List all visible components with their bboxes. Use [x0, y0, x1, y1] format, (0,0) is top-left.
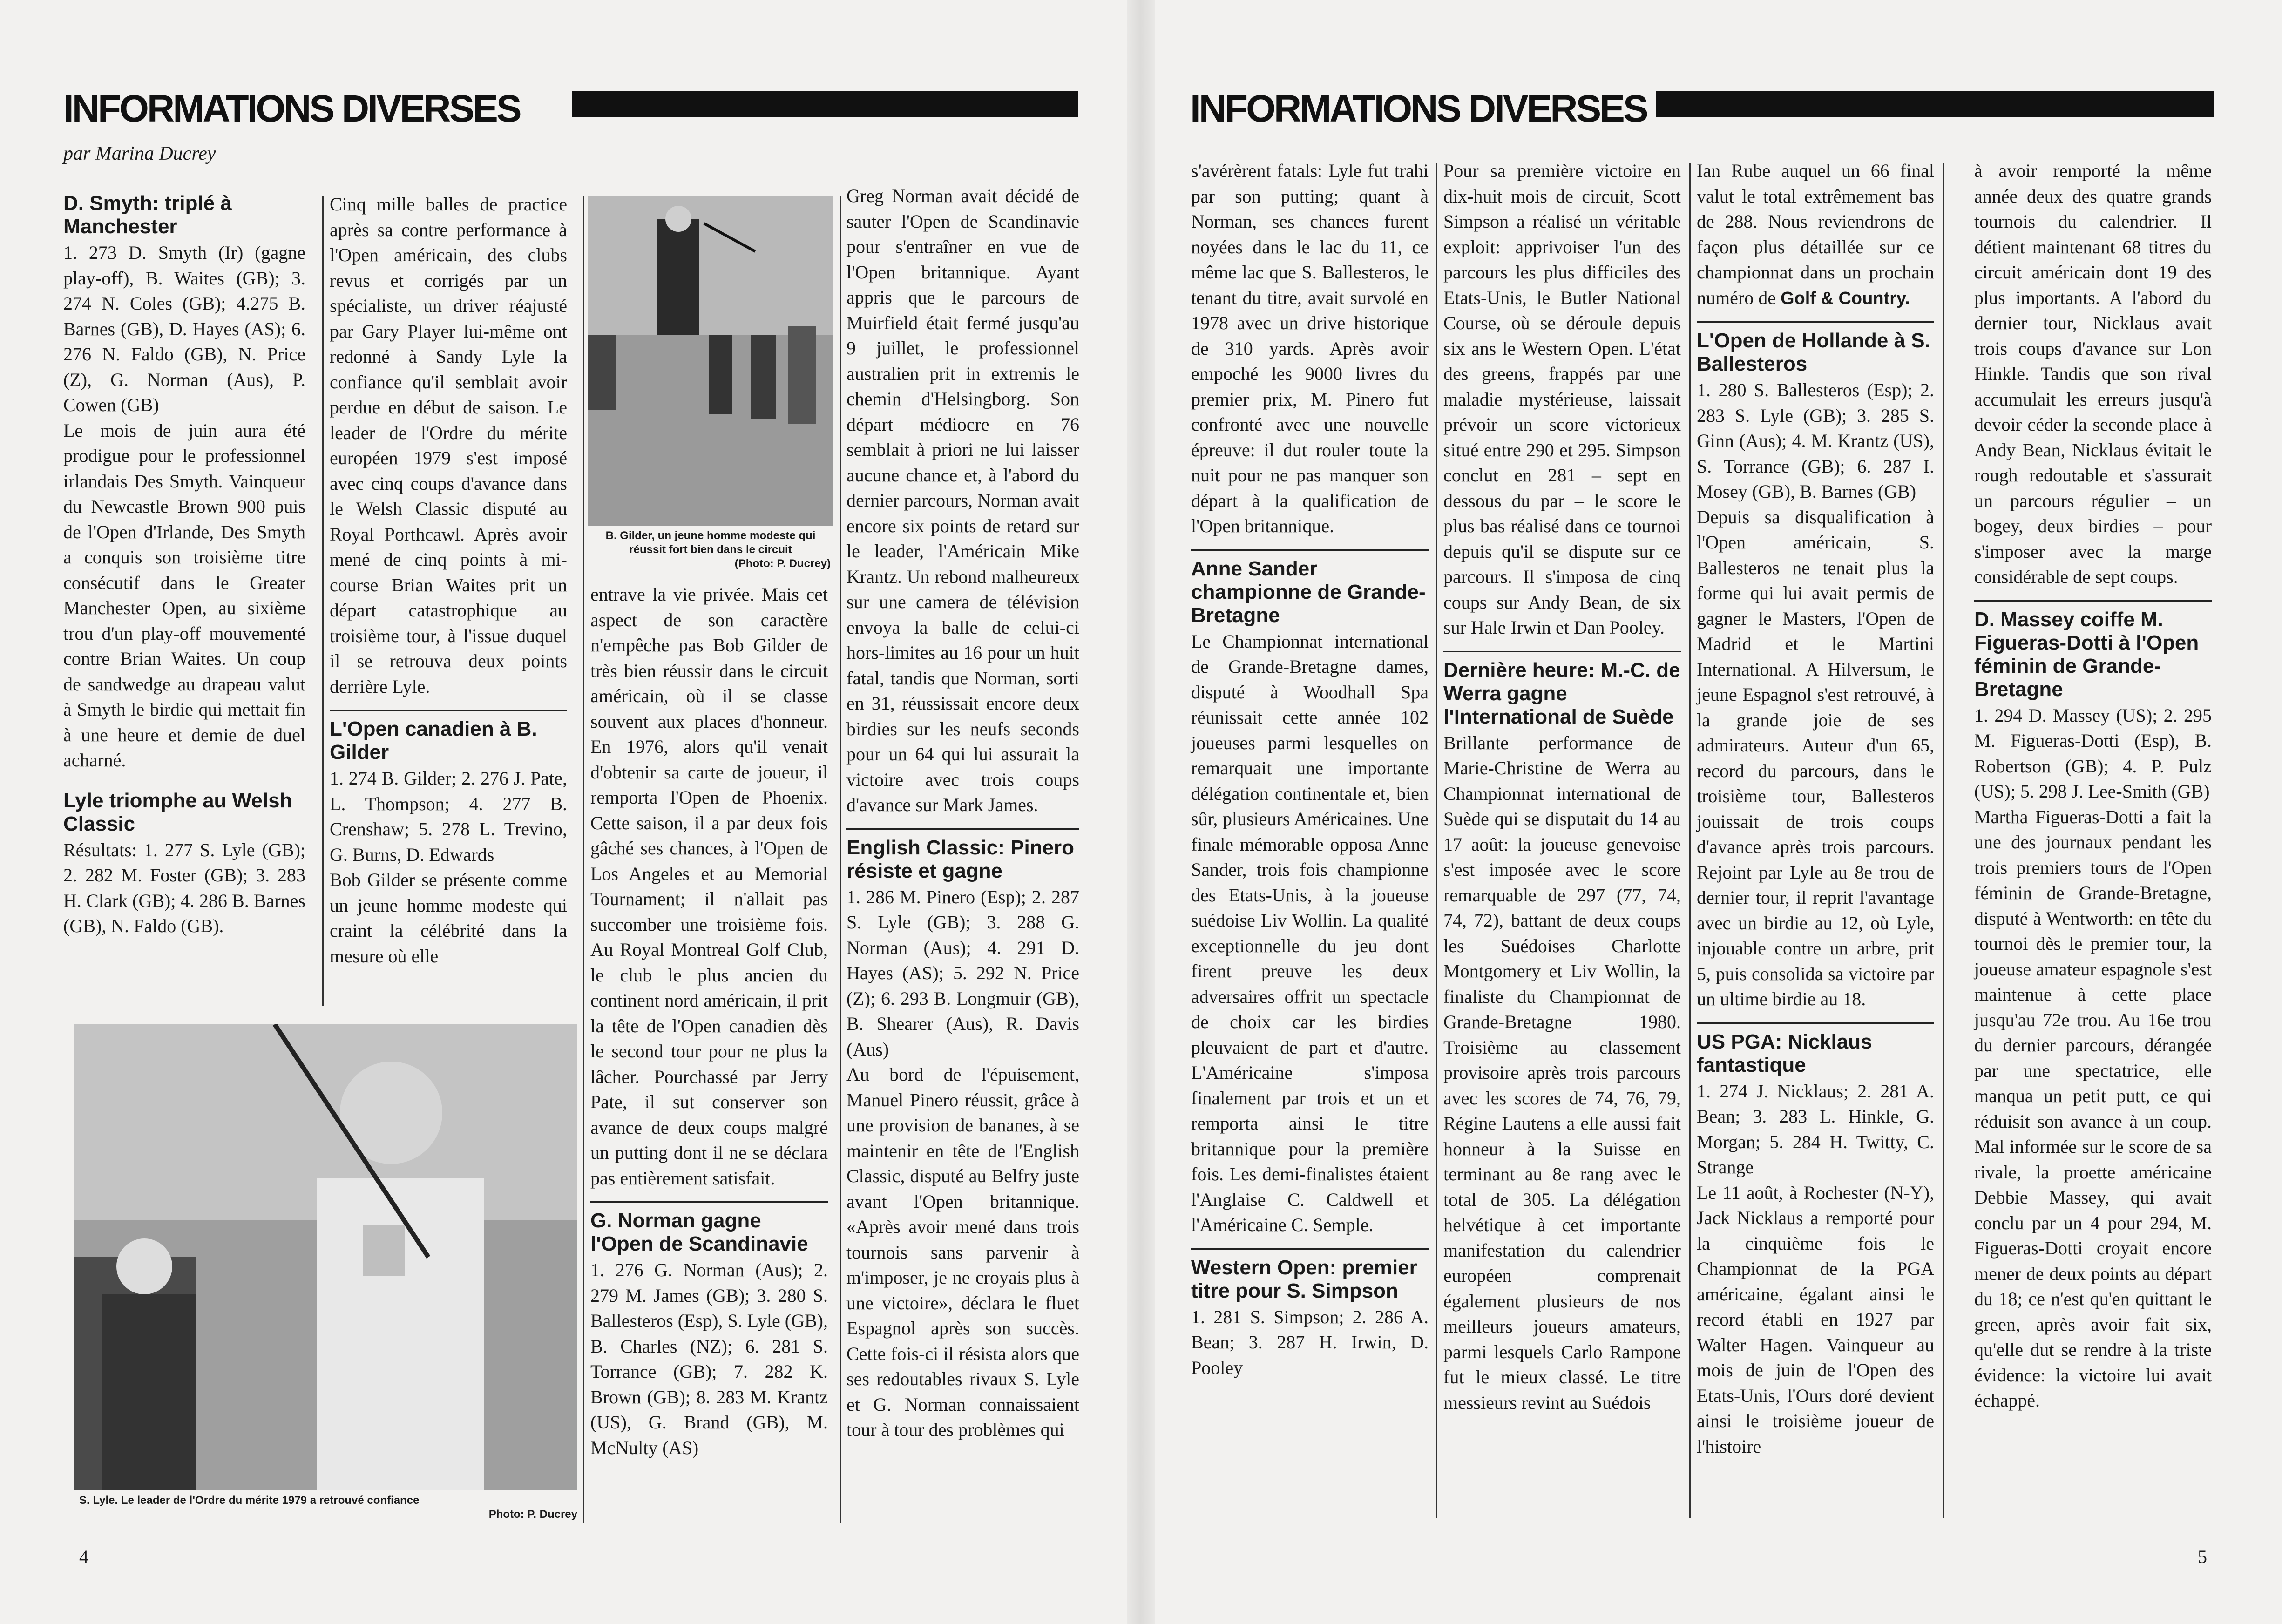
article-western: Pour sa première victoire en dix-huit mois de circuit, Scott Simpson a réalisé un véritable exploit: apprivoiser l'un des parcours les plus difficiles des Etats-Unis, le Butler National Course, où se déroule depuis six ans le Western Open. L'état des greens, frappés par une maladie mystérieuse, laissait prévoir un score victorieux situé entre 290 et 295. Simpson conclut en 281 – sept en dessous du par – le score le plus bas réalisé dans ce tournoi depuis qu'il se dispute sur ce parcours. Il s'imposa de cinq coups sur Andy Bean, de six sur Hale Irwin et Dan Pooley.: [1443, 160, 1681, 638]
photo-gilder: [588, 196, 833, 526]
right-page: [1141, 0, 2282, 1624]
results-norman: 1. 276 G. Norman (Aus); 2. 279 M. James (GB); 3. 280 S. Ballesteros (Esp), S. Lyle (GB), B. Charles (NZ); 6. 281 S. Torrance (GB); 7. 282 K. Brown (GB); 8. 283 M. Krantz (US), G. Brand (GB), M. McNulty (AS): [590, 1259, 828, 1458]
headline-norman: G. Norman gagne l'Open de Scandinavie: [590, 1209, 808, 1255]
column-3: [590, 582, 828, 1461]
article-uspga: Le 11 août, à Rochester (N-Y), Jack Nicklaus a remporté pour la cinquième fois le Championnat de la PGA américaine, égalant ainsi le record établi en 1927 par Walter Hagen. Vainqueur au mois de juin de l'Open des Etats-Unis, l'Ours doré devient ainsi le troisième joueur de l'histoire: [1697, 1182, 1934, 1457]
article-holland: Depuis sa disqualification à l'Open américain, S. Ballesteros ne tenait plus la forme qui lui avait permis de gagner le Masters, l'Open de Madrid et le Martini International. A Hilversum, le jeune Espagnol s'est retrouvé, à la grande joie de ses admirateurs. Auteur d'un 65, record du parcours, dans le troisième tour, Ballesteros jouissait de trois coups d'avance après trois parcours. Rejoint par Lyle au 8e trou de dernier tour, il reprit l'avantage avec un birdie au 12, où Lyle, injouable contre un arbre, prit 5, puis consolida sa victoire par un ultime birdie au 18.: [1697, 506, 1934, 1009]
headline-smyth: D. Smyth: triplé à Manchester: [63, 192, 232, 238]
column-divider: [322, 196, 324, 1006]
results-smyth: 1. 273 D. Smyth (Ir) (gagne play-off), B. Waites (GB); 3. 274 N. Coles (GB); 4.275 B. Barnes (GB), D. Hayes (AS); 6. 276 N. Faldo (GB), N. Price (Z), G. Norman (Aus), P. Cowen (GB): [63, 242, 305, 415]
section-rule: [590, 1201, 828, 1203]
headline-massey: D. Massey coiffe M. Figueras-Dotti à l'Open féminin de Grande-Bretagne: [1974, 608, 2199, 701]
section-rule: [1191, 1248, 1429, 1250]
section-title: INFORMATIONS DIVERSES: [63, 88, 520, 130]
headline-uspga: US PGA: Nicklaus fantastique: [1697, 1030, 1872, 1076]
column-divider: [840, 196, 841, 1522]
headline-canada: L'Open canadien à B. Gilder: [330, 717, 537, 764]
article-lyle: Cinq mille balles de practice après sa contre performance à l'Open américain, des clubs revus et corrigés par un spécialiste, un driver réajusté par Gary Player lui-même ont redonné à Sandy Lyle la confiance qu'il semblait avoir perdue en début de saison. Le leader de l'Ordre du mérite européen 1979 s'est imposé avec cinq coups d'avance dans le Welsh Classic disputé au Royal Porthcawl. Après avoir mené de cinq points à mi-course Brian Waites prit un départ catastrophique au troisième tour, à l'issue duquel il se retrouva deux points derrière Lyle.: [330, 194, 567, 697]
section-rule: [1697, 1022, 1934, 1024]
page-number: 5: [2198, 1546, 2207, 1567]
section-rule: [1697, 321, 1934, 323]
section-title: INFORMATIONS DIVERSES: [1190, 88, 1647, 130]
column-divider: [583, 196, 584, 1522]
column-2: [330, 192, 567, 969]
article-massey: Martha Figueras-Dotti a fait la une des journaux pendant les trois premiers tours de l'Open féminin de Grande-Bretagne, disputé à Wentworth: en tête du tournoi dès le premier tour, la joueuse amateur espagnole s'est maintenue à cette place jusqu'au 72e trou. Au 16e trou du dernier parcours, dérangée par une spectatrice, elle manqua un petit putt, ce qui réduisit son avance à un coup. Mal informée sur le score de sa rivale, la proette américaine Debbie Massey, qui avait conclu par un 4 pour 294, M. Figueras-Dotti croyait encore mener de deux points au départ du 18; ce n'est qu'en quittant le green, après avoir fait six, qu'elle dut se rendre à la triste évidence: la victoire lui avait échappé.: [1974, 806, 2212, 1411]
column-divider: [1689, 163, 1691, 1518]
headline-lyle: Lyle triomphe au Welsh Classic: [63, 789, 292, 835]
section-rule: [1191, 549, 1429, 551]
section-rule: [1443, 651, 1681, 652]
caption-gilder: B. Gilder, un jeune homme modeste qui réussit fort bien dans le circuit (Photo: P. Ducrey): [605, 529, 831, 570]
article-english: Au bord de l'épuisement, Manuel Pinero réussit, grâce à une provision de bananes, à se maintenir en tête de l'English Classic, disputé au Belfry juste avant l'Open britannique. «Après avoir mené dans trois tournois sans parvenir à m'imposer, je ne croyais plus à une victoire», déclara le fluet Espagnol après son succès. Cette fois-ci il résista alors que ses redoutables rivaux S. Lyle et G. Norman connaissaient tour à tour des problèmes qui: [846, 1064, 1079, 1440]
page-number: 4: [79, 1546, 88, 1567]
results-western: 1. 281 S. Simpson; 2. 286 A. Bean; 3. 287 H. Irwin, D. Pooley: [1191, 1306, 1429, 1378]
article-werra-cont: Ian Rube auquel un 66 final valut le total extrêmement bas de 288. Nous reviendrons de façon plus détaillée sur ce championnat dans un prochain numéro de Golf & Country.: [1697, 160, 1934, 308]
section-rule: [330, 710, 567, 711]
article-norman: Greg Norman avait décidé de sauter l'Open de Scandinavie pour s'entraîner en vue de l'Open britannique. Ayant appris que le parcours de Muirfield était fermé jusqu'au 9 juillet, le professionnel australien prit in extremis le chemin d'Helsingborg. Son départ médiocre en 76 semblait à priori ne lui laisser aucune chance et, à l'abord du dernier parcours, Norman avait encore six points de retard sur le leader, l'Américain Mike Krantz. Un rebond malheureux sur une camera de télévision envoya la balle de celui-ci hors-limites au 16 pour un huit fatal, tandis que Norman, sorti en 31, réussissait encore deux birdies sur les neufs seconds pour un 64 qui lui assurait la victoire avec trois coups d'avance sur Mark James.: [846, 185, 1079, 815]
header-bar: [572, 91, 1078, 117]
headline-sander: Anne Sander championne de Grande-Bretagne: [1191, 557, 1426, 627]
article-gilder: entrave la vie privée. Mais cet aspect de son caractère n'empêche pas Bob Gilder de très bien réussir dans le circuit américain, où il se classe souvent aux places d'honneur. En 1976, alors qu'il venait d'obtenir sa carte de joueur, il remporta l'Open de Phoenix. Cette saison, il a par deux fois gâché ses chances, à l'Open de Los Angeles et au Memorial Tournament; il n'allait pas succomber une troisième fois. Au Royal Montreal Golf Club, le club le plus ancien du continent nord américain, il prit la tête de l'Open canadien dès le second tour pour ne plus la lâcher. Pourchassé par Jerry Pate, il sut conserver son avance de deux coups malgré un putting dont il ne se déclara pas entièrement satisfait.: [590, 584, 828, 1189]
column-4: [1974, 158, 2212, 1414]
caption-lyle: S. Lyle. Le leader de l'Ordre du mérite 1979 a retrouvé confiance Photo: P. Ducrey: [79, 1494, 577, 1521]
results-holland: 1. 280 S. Ballesteros (Esp); 2. 283 S. Lyle (GB); 3. 285 S. Ginn (Aus); 4. M. Krantz (US), S. Torrance (GB); 6. 287 I. Mosey (GB), B. Barnes (GB): [1697, 379, 1934, 502]
section-header: [63, 88, 1078, 130]
column-2: [1443, 158, 1681, 1415]
section-header: [1190, 88, 2214, 130]
column-1: [63, 192, 305, 939]
section-rule: [846, 828, 1079, 830]
column-divider: [1943, 163, 1944, 1518]
article-canada: Bob Gilder se présente comme un jeune homme modeste qui craint la célébrité dans la mesure où elle: [330, 869, 567, 967]
article-pinero-cont: s'avérèrent fatals: Lyle fut trahi par son putting; quant à Norman, ses chances furent noyées dans le lac du 11, ce même lac que S. Ballesteros, le tenant du titre, avait survolé en 1978 avec un drive historique de 310 yards. Après avoir empoché les 9000 livres du premier prix, M. Pinero fut confronté avec une nouvelle épreuve: il dut rouler toute la nuit pour ne pas manquer son départ à la qualification de l'Open britannique.: [1191, 160, 1429, 536]
article-smyth: Le mois de juin aura été prodigue pour le professionnel irlandais Des Smyth. Vainqueur du Newcastle Brown 900 puis de l'Open d'Irlande, Des Smyth a conquis son troisième titre consécutif dans le Greater Manchester Open, au sixième trou d'un play-off mouvementé contre Brian Waites. Un coup de sandwedge au drapeau valut à Smyth le birdie qui mettait fin à une heure et demie de duel acharné.: [63, 420, 305, 771]
results-massey: 1. 294 D. Massey (US); 2. 295 M. Figueras-Dotti (Esp), B. Robertson (GB); 4. P. Pulz (US); 5. 298 J. Lee-Smith (GB): [1974, 704, 2212, 802]
article-nicklaus-cont: à avoir remporté la même année deux des quatre grands tournois du calendrier. Il détient maintenant 68 titres du circuit américain dont 19 des plus importants. A l'abord du dernier tour, Nicklaus avait trois coups d'avance sur Lon Hinkle. Tandis que son rival accumulait les erreurs jusqu'à devoir céder la seconde place à Andy Bean, Nicklaus évitait le rough redoutable et s'assurait un parcours régulier – un bogey, deux birdies – pour s'imposer avec la marge considérable de sept coups.: [1974, 160, 2212, 587]
section-rule: [1974, 600, 2212, 602]
article-werra: Brillante performance de Marie-Christine de Werra au Championnat international de Suède qui se disputait du 14 au 17 août: la joueuse genevoise s'est imposée avec le score remarquable de 297 (77, 74, 74, 72), battant de deux coups les Suédoises Charlotte Montgomery et Liv Wollin, la finaliste du Championnat de Grande-Bretagne 1980. Troisième au classement provisoire après trois parcours avec les scores de 74, 76, 79, Régine Lautens a elle aussi fait honneur à la Suisse en terminant au 8e rang avec le total de 305. La délégation helvétique à cet importante manifestation du calendrier européen comprenait également plusieurs de nos meilleurs joueurs amateurs, parmi lesquels Carlo Rampone fut le mieux classé. Le titre messieurs revint au Suédois: [1443, 732, 1681, 1413]
column-4: [846, 183, 1079, 1443]
headline-werra: Dernière heure: M.-C. de Werra gagne l'International de Suède: [1443, 658, 1680, 728]
article-sander: Le Championnat international de Grande-Bretagne dames, disputé à Woodhall Spa réunissait cette année 102 joueuses parmi lesquelles on remarquait une importante délégation continentale et, bien sûr, plusieurs Américaines. Une finale mémorable opposa Anne Sander, trois fois championne des Etats-Unis, à la joueuse suédoise Liv Wollin. La qualité exceptionnelle du jeu dont firent preuve les deux adversaires offrit un spectacle de choix car les birdies pleuvaient de part et d'autre. L'Américaine s'imposa finalement par trois et un et remporta ainsi le titre britannique pour la première fois. Les demi-finalistes étaient l'Anglaise C. Caldwell et l'Américaine C. Semple.: [1191, 630, 1429, 1235]
column-divider: [1436, 163, 1437, 1518]
results-lyle: Résultats: 1. 277 S. Lyle (GB); 2. 282 M. Foster (GB); 3. 283 H. Clark (GB); 4. 286 B. Barnes (GB), N. Faldo (GB).: [63, 839, 305, 936]
magazine-name: Golf & Country.: [1780, 288, 1910, 308]
headline-western: Western Open: premier titre pour S. Simpson: [1191, 1256, 1417, 1302]
column-1: [1191, 158, 1429, 1380]
header-bar: [1656, 91, 2214, 117]
photo-lyle: [74, 1024, 577, 1490]
headline-holland: L'Open de Hollande à S. Ballesteros: [1697, 329, 1930, 375]
results-english: 1. 286 M. Pinero (Esp); 2. 287 S. Lyle (GB); 3. 288 G. Norman (Aus); 4. 291 D. Hayes (AS); 5. 292 N. Price (Z); 6. 293 B. Longmuir (GB), B. Shearer (Aus), R. Davis (Aus): [846, 886, 1079, 1060]
results-canada: 1. 274 B. Gilder; 2. 276 J. Pate, L. Thompson; 4. 277 B. Crenshaw; 5. 278 L. Trevino, G. Burns, D. Edwards: [330, 768, 567, 865]
results-uspga: 1. 274 J. Nicklaus; 2. 281 A. Bean; 3. 283 L. Hinkle, G. Morgan; 5. 284 H. Twitty, C. Strange: [1697, 1080, 1934, 1177]
byline: par Marina Ducrey: [63, 143, 216, 164]
headline-english: English Classic: Pinero résiste et gagne: [846, 836, 1075, 882]
column-3: [1697, 158, 1934, 1459]
